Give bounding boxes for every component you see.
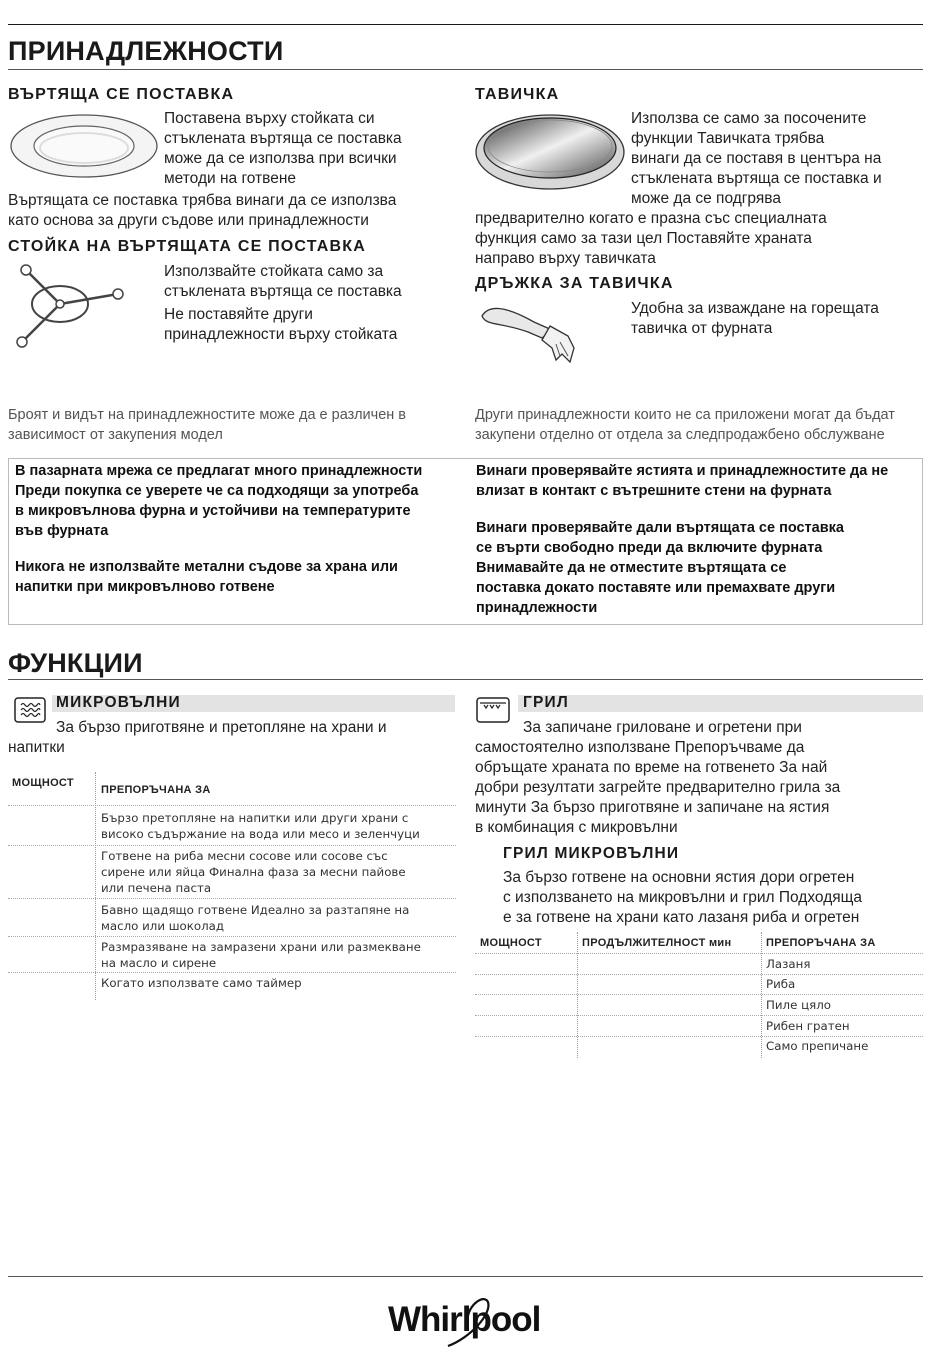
top-rule: [8, 24, 923, 25]
grill-col-duration: ПРОДЪЛЖИТЕЛНОСТ мин: [582, 937, 732, 949]
microwave-table-rule: [8, 845, 456, 846]
handle-title: ДРЪЖКА ЗА ТАВИЧКА: [475, 275, 674, 292]
microwave-table-rule: [8, 936, 456, 937]
warning-right-2: Винаги проверявайте дали въртящата се поставка се върти свободно преди да включите фурната Внимавайте да не отместите въртящата се поставка докато поставяте или премахвате други принадлежности: [476, 520, 844, 616]
grill-row-5: Само препичане: [766, 1039, 869, 1053]
microwave-row-3: Бавно щадящо готвене Идеално за разтапяне на масло или шоколад: [101, 903, 410, 933]
accessories-title: ПРИНАДЛЕЖНОСТИ: [8, 36, 284, 66]
warning-left-1: В пазарната мрежа се предлагат много принадлежности Преди покупка се уверете че са подходящи за употреба в микровълнова фурна и устойчиви на температурите във фурната: [15, 463, 423, 539]
plate-handle-image: [478, 296, 582, 368]
accessories-note-right: Други принадлежности които не са приложени могат да бъдат закупени отделно от отдела за следпродажбено обслужване: [475, 407, 895, 443]
microwave-table-rule: [8, 972, 456, 973]
warning-right-1: Винаги проверявайте ястията и принадлежностите да не влизат в контакт с вътрешните стени на фурната: [476, 463, 889, 499]
turntable-text: Поставена върху стойката си стъклената въртяща се поставка може да се използва при всички методи на готвене: [164, 110, 402, 187]
grill-microwave-text: За бързо готвене на основни ястия дори огретен с използването на микровълни и грил Подходяща е за готвене на храни като лазаня риба и огретен: [503, 869, 863, 926]
grill-table-divider: [577, 932, 578, 1058]
grill-title-bar: [518, 695, 923, 712]
grill-text-1: За запичане гриловане и огретени при: [523, 719, 802, 736]
grill-row-4: Рибен гратен: [766, 1019, 850, 1033]
grill-table-rule: [475, 994, 923, 995]
grill-text-2: самостоятелно използване Препоръчваме да обръщате храната по време на готвенето За най добри резултати загрейте предварително грила за минути За бързо приготвяне и запичане на ястия в комбинация с микровълни: [475, 739, 841, 836]
microwave-table-rule: [8, 805, 456, 806]
turntable-image: [8, 112, 160, 180]
support-text-1: Използвайте стойката само за стъклената въртяща се поставка: [164, 263, 402, 300]
grill-table-divider: [761, 932, 762, 1058]
turntable-usage-text: Въртящата се поставка трябва винаги да се използва като основа за други съдове или принадлежности: [8, 192, 397, 229]
warning-left-2: Никога не използвайте метални съдове за храна или напитки при микровълново готвене: [15, 559, 398, 595]
grill-table-rule: [475, 953, 923, 954]
microwave-table-rule: [8, 898, 456, 899]
accessories-note-left: Броят и видът на принадлежностите може да е различен в зависимост от закупения модел: [8, 407, 406, 443]
microwave-row-4: Размразяване на замразени храни или размекване на масло и сирене: [101, 940, 421, 970]
turntable-support-image: [8, 260, 130, 352]
grill-col-power: МОЩНОСТ: [480, 937, 542, 949]
grill-table-rule: [475, 1015, 923, 1016]
crisp-plate-image: [474, 108, 626, 192]
support-text-2: Не поставяйте други принадлежности върху стойката: [164, 306, 398, 343]
support-title: СТОЙКА НА ВЪРТЯЩАТА СЕ ПОСТАВКА: [8, 238, 366, 255]
grill-col-recommended: ПРЕПОРЪЧАНА ЗА: [766, 937, 876, 949]
plate-usage-text: предварително когато е празна със специалната функция само за тази цел Поставяйте храната направо върху тавичката: [475, 210, 827, 267]
whirlpool-logo: Whirlpool: [388, 1300, 541, 1339]
microwave-icon: [14, 697, 46, 723]
microwave-row-2: Готвене на риба месни сосове или сосове със сирене или яйца Финална фаза за месни пайове или печена паста: [101, 849, 406, 895]
grill-row-2: Риба: [766, 977, 796, 991]
grill-row-3: Пиле цяло: [766, 998, 831, 1012]
grill-row-1: Лазаня: [766, 957, 811, 971]
microwave-text-1: За бързо приготвяне и претопляне на храни и: [56, 719, 387, 736]
microwave-table-divider: [95, 772, 96, 1000]
footer-rule: [8, 1276, 923, 1277]
functions-title-rule: [8, 679, 923, 680]
grill-icon: [476, 697, 510, 723]
microwave-row-5: Когато използвате само таймер: [101, 976, 302, 990]
functions-title: ФУНКЦИИ: [8, 648, 143, 678]
microwave-col-power: МОЩНОСТ: [12, 777, 74, 789]
grill-table-rule: [475, 1036, 923, 1037]
grill-table-rule: [475, 974, 923, 975]
whirlpool-swirl-icon: [440, 1296, 500, 1350]
microwave-title: МИКРОВЪЛНИ: [56, 694, 181, 711]
turntable-title: ВЪРТЯЩА СЕ ПОСТАВКА: [8, 86, 235, 103]
plate-title: ТАВИЧКА: [475, 86, 560, 103]
handle-text: Удобна за изваждане на горещата тавичка от фурната: [631, 300, 879, 337]
microwave-text-2: напитки: [8, 739, 65, 756]
grill-microwave-title: ГРИЛ МИКРОВЪЛНИ: [503, 845, 680, 862]
plate-text: Използва се само за посочените функции Тавичката трябва винаги да се поставя в центъра на стъклената въртяща се поставка и може да се подгрява: [631, 110, 882, 207]
microwave-row-1: Бързо претопляне на напитки или други храни с високо съдържание на вода или месо и зеленчуци: [101, 811, 420, 841]
accessories-title-rule: [8, 69, 923, 70]
grill-title: ГРИЛ: [523, 694, 569, 711]
microwave-col-recommended: ПРЕПОРЪЧАНА ЗА: [101, 784, 211, 796]
